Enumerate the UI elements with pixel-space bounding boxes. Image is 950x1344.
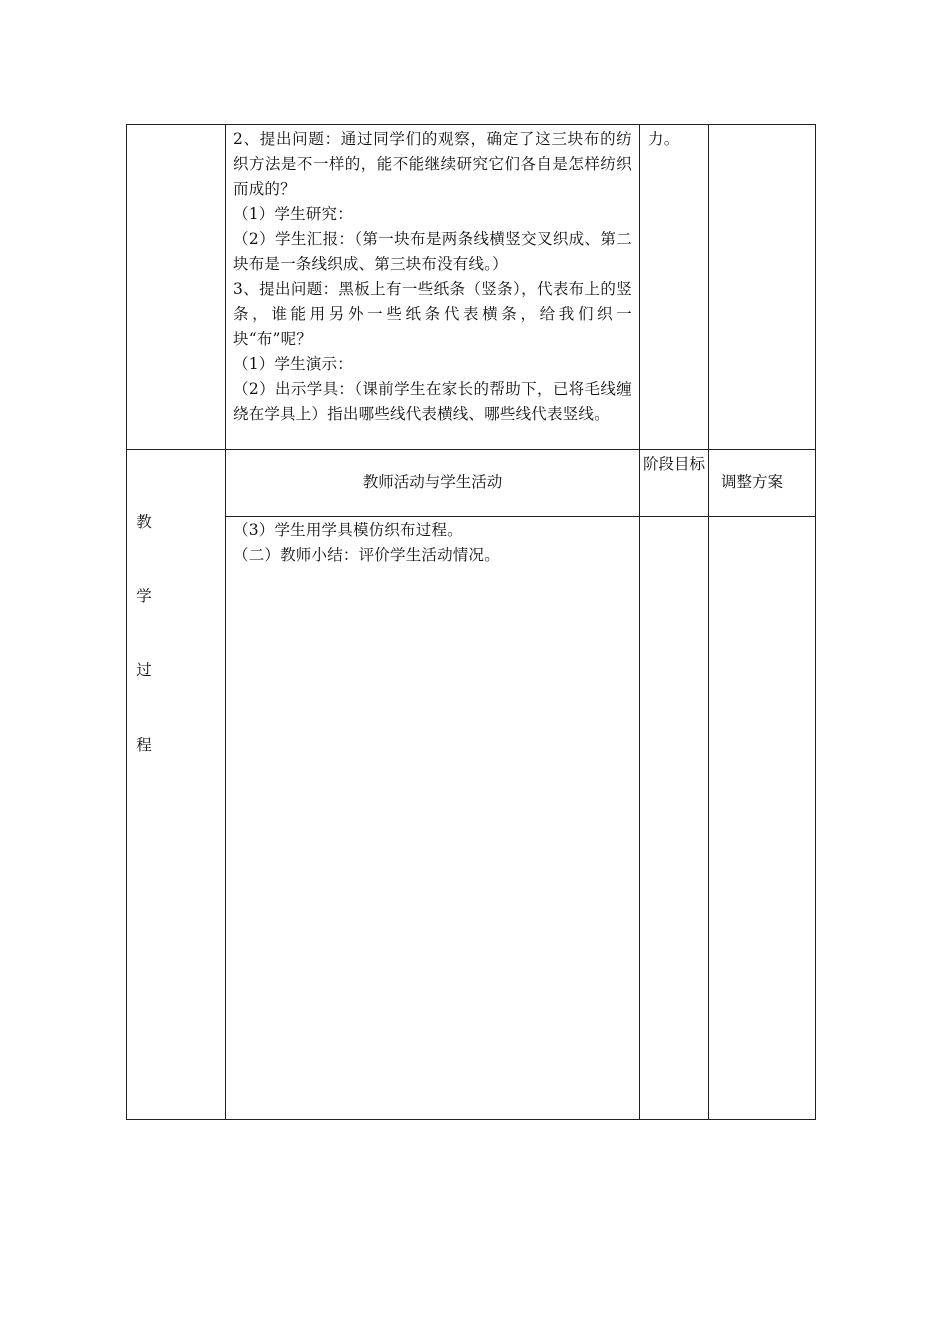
activity-paragraph: （2）学生汇报：（第一块布是两条线横竖交叉织成、第二块布是一条线织成、第三块布没有线。） — [233, 230, 632, 273]
activity-header: 教师活动与学生活动 — [362, 473, 503, 491]
section-label-char: 学 — [136, 587, 152, 605]
column-divider-2 — [639, 124, 640, 1120]
table-top-border — [126, 124, 816, 125]
activity-paragraph: 2、提出问题：通过同学们的观察，确定了这三块布的纺织方法是不一样的，能不能继续研究它们各自是怎样纺织而成的？ — [233, 130, 632, 198]
header-row-divider — [225, 516, 816, 517]
activity-paragraph: （二）教师小结：评价学生活动情况。 — [233, 546, 500, 564]
section-label-char: 教 — [136, 513, 152, 531]
column-divider-3 — [708, 124, 709, 1120]
top-goal-cell: 力。 — [648, 130, 680, 148]
activity-paragraph: （1）学生研究： — [233, 205, 353, 223]
table-right-border — [815, 124, 816, 1120]
bottom-activity-cell — [233, 518, 632, 568]
row-divider-1 — [126, 449, 816, 450]
activity-paragraph: 3、提出问题：黑板上有一些纸条（竖条），代表布上的竖条，谁能用另外一些纸条代表横条，给我们织一块“布”呢？ — [233, 280, 632, 348]
section-label-char: 过 — [136, 661, 152, 679]
adjust-header: 调整方案 — [720, 473, 783, 491]
activity-paragraph: （2）出示学具：（课前学生在家长的帮助下，已将毛线缠绕在学具上）指出哪些线代表横线、哪些线代表竖线。 — [233, 380, 632, 423]
activity-paragraph: （3）学生用学具模仿织布过程。 — [233, 521, 463, 539]
top-activity-cell — [233, 127, 632, 427]
table-left-border — [126, 124, 127, 1120]
activity-paragraph: （1）学生演示： — [233, 355, 353, 373]
goal-header: 阶段目标 — [643, 455, 706, 473]
column-divider-1 — [225, 124, 226, 1120]
table-bottom-border — [126, 1119, 816, 1120]
section-label-char: 程 — [136, 736, 152, 754]
